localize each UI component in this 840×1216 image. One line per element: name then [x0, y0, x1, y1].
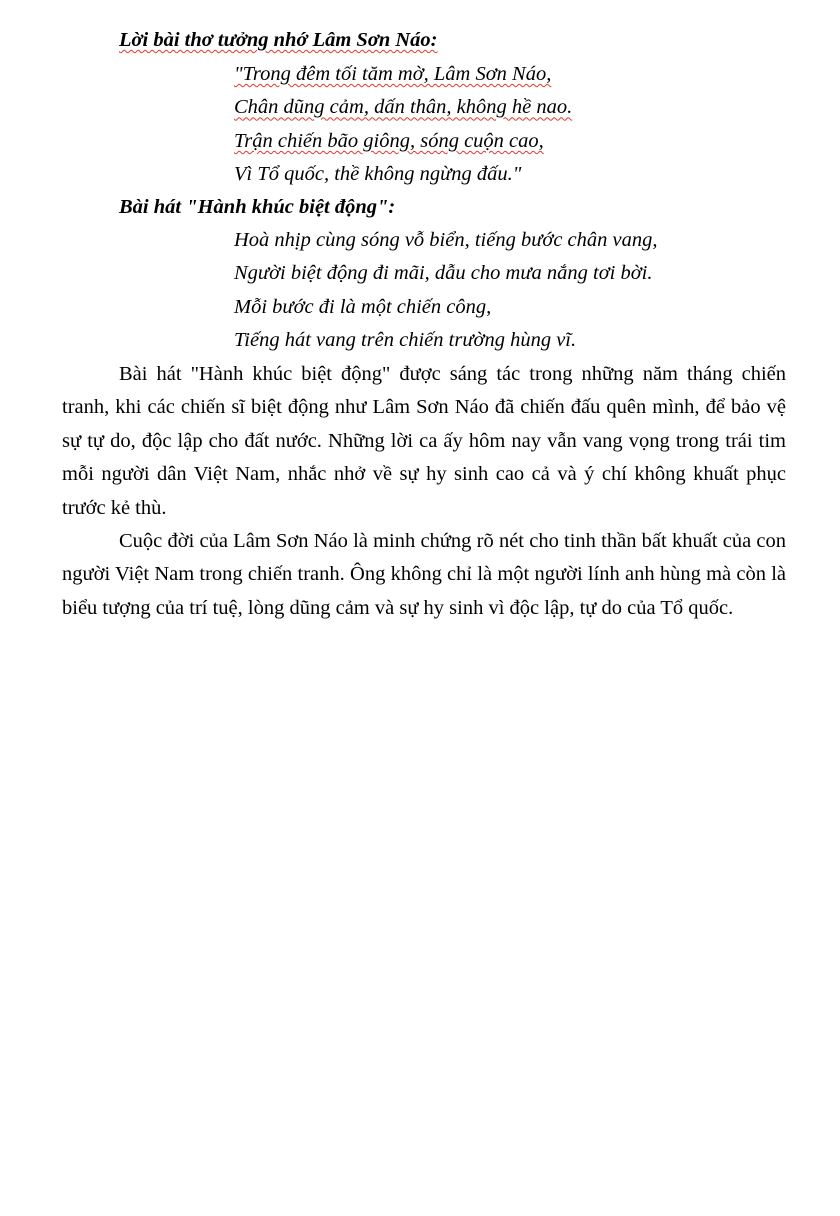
poem-heading: Lời bài thơ tưởng nhớ Lâm Sơn Náo:: [119, 29, 438, 51]
song-verse: [234, 224, 658, 358]
poem-verse: [234, 58, 572, 192]
poem-line: Chân dũng cảm, dấn thân, không hề nao.: [234, 96, 573, 119]
body-paragraph: Cuộc đời của Lâm Sơn Náo là minh chứng rõ nét cho tinh thần bất khuất của con người Việt Nam trong chiến tranh. Ông không chỉ là một người lính anh hùng mà còn là biểu tượng của trí tuệ, lòng dũng cảm và sự hy sinh vì độc lập, tự do của Tổ quốc.: [62, 530, 786, 619]
poem-line: Vì Tổ quốc, thề không ngừng đấu.": [234, 163, 522, 186]
song-line: Mỗi bước đi là một chiến công,: [234, 295, 492, 318]
song-heading: Bài hát "Hành khúc biệt động":: [119, 196, 396, 218]
song-line: Hoà nhịp cùng sóng vỗ biển, tiếng bước chân vang,: [234, 229, 658, 251]
song-line: Tiếng hát vang trên chiến trường hùng vĩ.: [234, 329, 577, 352]
poem-line: Trận chiến bão giông, sóng cuộn cao,: [234, 129, 544, 152]
poem-line: "Trong đêm tối tăm mờ, Lâm Sơn Náo,: [234, 63, 552, 85]
song-line: Người biệt động đi mãi, dẫu cho mưa nắng tơi bời.: [234, 262, 653, 285]
body-paragraph: Bài hát "Hành khúc biệt động" được sáng tác trong những năm tháng chiến tranh, khi các chiến sĩ biệt động như Lâm Sơn Náo đã chiến đấu quên mình, để bảo vệ sự tự do, độc lập cho đất nước. Những lời ca ấy hôm nay vẫn vang vọng trong trái tim mỗi người dân Việt Nam, nhắc nhở về sự hy sinh cao cả và ý chí không khuất phục trước kẻ thù.: [62, 363, 786, 519]
